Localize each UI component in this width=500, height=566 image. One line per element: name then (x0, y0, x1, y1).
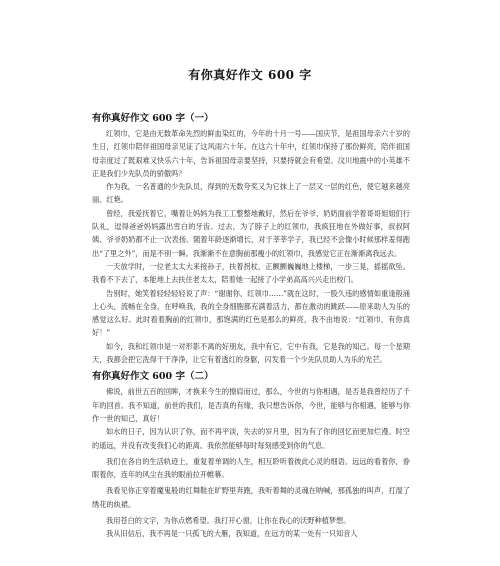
paragraph: 佛说，前世五百的回眸，才换来今生的擦肩而过，那么，今世的与你相遇，是否是我曾经历了千年的回首。我不知道，前世的我们，是否真的有缘，我只想告诉你，今世，能够与你相遇，能够与你作一世的知己，真好！ (92, 387, 410, 423)
paragraph: 我从旧信后，我不再是一只孤飞的大雁，我知道，在远方的某一处有一只知音人 (106, 529, 358, 539)
paragraph: 我看见你正穿着魔鬼般的红舞鞋在旷野里奔跑，我听着舞的灵魂在呐喊，那孤独的叫声，打湿了绣花的纨裙。 (92, 486, 410, 509)
section-heading: 有你真好作文 600 字（二） (92, 371, 214, 383)
paragraph: 一天放学时，一位老太太大来接孙子，扶着拐杖，正颤颤巍巍地上楼梯，一步三晃，摇摇欲坠。我看不下去了，本能地上去扶住老太太，陪着她一起接了小学弟高高兴兴走出校门。 (92, 261, 410, 285)
paragraph: 曾经，我爱抚着它，嘴着让妈妈为我工工整整地戴好，然后在爷爷、奶奶面前学着哥哥姐姐们行队礼，逗得爸爸妈妈露出雪白的牙齿。过去，为了脖子上的红领巾，我疯狂地在外做好事，叔叔阿姨、爷爷奶奶都不止一次表扬。随着年龄逐渐增长，对于莘莘学子，我已经不会像小时候那样羞得跑出“了里之外”，而是不别一瞬。我渐渐不在意胸前那瘦小的红领巾，我感觉它正在渐渐离我远去。 (92, 208, 410, 258)
paragraph: 我用苍白的文字，为你点燃希望。我打开心窗，让你在我心的沃野种植梦想。 (106, 516, 351, 526)
section-heading: 有你真好作文 600 字（一） (92, 113, 214, 124)
paragraph: 红领巾，它是由无数革命先烈的鲜血染红的，今年的十月一号——国庆节，是祖国母亲六十岁的生日，红领巾陪伴祖国母亲见证了这风雨六十年。在这六十年中，红领巾保持了那份鲜亮，陪伴祖国母亲度过了既艰难又快乐六十年，告诉祖国母亲要坚持，只要持就会有希望。汶川地震中的小英雄不正是我们少先队员的骄傲吗？ (92, 129, 410, 178)
section-1 (92, 111, 410, 366)
paragraph: 如水的日子，因为认识了你，而不再平淡，失去的岁月里，因为有了你的回忆而更加烂漫。时空的遥远，并没有改变我们心的距离。我依然能够每时每刻感受到你的气息。 (92, 427, 410, 450)
paragraph: 告别时，她笑着轻轻轻轻说了声：“谢谢你，红领巾……”就在这时，一股久违的感情如重逢般涌上心头，流畅在全身，在呼唤我，我的全身细胞都充满着活力，都在激动的跳跃——原来助人为乐的感觉这么好。此时看着胸前的红领巾，那饱满的红色是那么的鲜亮，我不由地说：“红领巾，有你真好！” (92, 288, 410, 338)
paragraph: 作为我，一名普通的少先队员，得到的无数夸奖又为它抹上了一层又一层的红色，使它越来越亮丽、红艳。 (92, 182, 410, 205)
article-body (92, 111, 410, 541)
paragraph: 我们在各自的生活轨迹上，重复着单调的人生，相互聆听着彼此心灵的细语。远远的看着你，眷眼着你，连年的风尘在我的眼前拉开帷幕。 (92, 456, 410, 480)
section-2 (92, 369, 410, 540)
page-title: 有你真好作文 600 字 (188, 68, 312, 82)
paragraph: 如今，我和红领巾是一对形影不离的好朋友，我中有它，它中有我，它是我的知己。每一个星期天，我都会把它洗得干干净净，让它有着透红的身躯，闪发着一个少先队员助人为乐的光芒。 (92, 341, 410, 365)
